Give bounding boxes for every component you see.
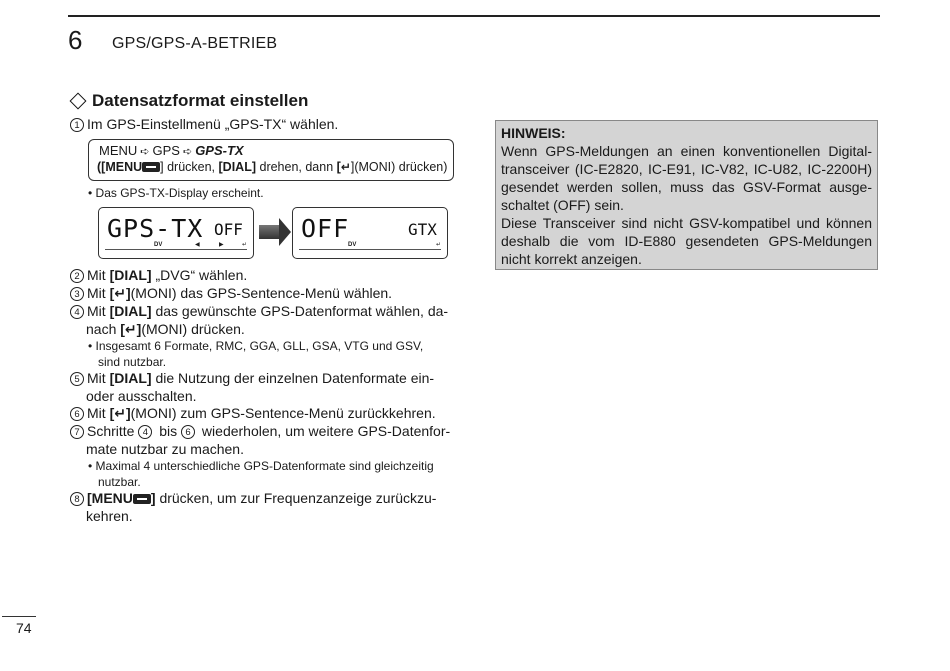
lcd-right-text: OFF bbox=[214, 220, 243, 239]
step-6 bbox=[70, 405, 456, 423]
key-icon bbox=[142, 162, 160, 172]
instruction-text: ](MONI) drücken) bbox=[350, 160, 448, 174]
step-ref-number: 4 bbox=[138, 425, 152, 439]
step-text: bis bbox=[155, 423, 182, 439]
step-text: Schritte bbox=[87, 423, 139, 439]
step-7 bbox=[70, 423, 456, 458]
enter-key-label: [↵] bbox=[109, 285, 131, 301]
instruction-text: drehen, dann bbox=[256, 160, 337, 174]
bracket: ] bbox=[150, 490, 156, 506]
step-text: Im GPS-Einstellmenü „GPS-TX“ wählen. bbox=[87, 116, 339, 132]
menu-path bbox=[99, 143, 244, 158]
arrow-right-icon: ➪ bbox=[140, 146, 150, 158]
menu-key-label: [MENU bbox=[87, 490, 133, 506]
hinweis-heading: HINWEIS: bbox=[501, 125, 566, 141]
page-number: 74 bbox=[16, 620, 32, 636]
lcd-display-gps-tx bbox=[98, 207, 254, 259]
note-1: • Das GPS-TX-Display erscheint. bbox=[88, 186, 264, 200]
enter-icon: ↵ bbox=[242, 242, 248, 248]
dial-key-label: [DIAL] bbox=[109, 370, 152, 386]
step-3 bbox=[70, 285, 456, 303]
step-text: drücken, um zur Frequenzanzeige zurückzu- bbox=[155, 490, 437, 506]
lcd-rule bbox=[299, 249, 441, 250]
dial-key-label: [DIAL] bbox=[109, 267, 152, 283]
step-continuation: kehren. bbox=[86, 507, 133, 524]
step-text: Mit bbox=[87, 267, 110, 283]
menu-path-item: GPS-TX bbox=[195, 143, 244, 158]
arrow-right-icon bbox=[259, 225, 279, 239]
step-text: Mit bbox=[87, 405, 110, 421]
step-number: 4 bbox=[70, 305, 84, 319]
step-number: 8 bbox=[70, 492, 84, 506]
menu-path-box bbox=[88, 139, 454, 181]
enter-key-label: [↵] bbox=[120, 320, 142, 337]
lcd-rule bbox=[105, 249, 247, 250]
dv-indicator: DV bbox=[348, 242, 357, 248]
hinweis-box bbox=[495, 120, 878, 270]
step-text: Mit bbox=[87, 303, 110, 319]
step-text: (MONI) zum GPS-Sentence-Menü zurückkehren. bbox=[130, 405, 436, 421]
hinweis-paragraph-2: Diese Transceiver sind nicht GSV-kompatibel und können deshalb die vom ID-E880 gesendeten GPS-Meldungen nicht korrekt anzeigen. bbox=[501, 215, 872, 267]
step-continuation: oder ausschalten. bbox=[86, 387, 197, 404]
step-number: 1 bbox=[70, 118, 84, 132]
footer-rule bbox=[2, 616, 36, 617]
step-number: 7 bbox=[70, 425, 84, 439]
menu-path-item: MENU bbox=[99, 143, 138, 158]
step-continuation: mate nutzbar zu machen. bbox=[86, 440, 244, 457]
lcd-main-text: OFF bbox=[301, 214, 350, 243]
enter-icon: ↵ bbox=[340, 160, 351, 174]
step-5 bbox=[70, 370, 456, 405]
lcd-right-text: GTX bbox=[408, 220, 437, 239]
step-ref-number: 6 bbox=[181, 425, 195, 439]
menu-key-label: ([MENU bbox=[97, 160, 143, 174]
step-text: (MONI) drücken. bbox=[141, 320, 245, 337]
note-7 bbox=[88, 458, 456, 490]
step-2 bbox=[70, 267, 456, 285]
lcd-display-off bbox=[292, 207, 448, 259]
step-text: „DVG“ wählen. bbox=[151, 267, 248, 283]
note-text: • Maximal 4 unterschiedliche GPS-Datenformate sind gleichzeitig bbox=[88, 459, 434, 473]
menu-path-item: GPS bbox=[152, 143, 180, 158]
dial-key-label: [DIAL] bbox=[218, 160, 257, 174]
bracket: [ bbox=[336, 160, 341, 174]
chapter-number: 6 bbox=[68, 25, 83, 55]
step-text: Mit bbox=[87, 370, 110, 386]
menu-instruction bbox=[97, 160, 447, 174]
step-text: Mit bbox=[87, 285, 110, 301]
step-text: (MONI) das GPS-Sentence-Menü wählen. bbox=[130, 285, 393, 301]
note-text: nutzbar. bbox=[98, 475, 141, 489]
triangle-right-icon: ▶ bbox=[219, 242, 224, 248]
section-title bbox=[70, 91, 308, 111]
step-text: wiederholen, um weitere GPS-Datenfor- bbox=[198, 423, 451, 439]
chapter-title: GPS/GPS-A-BETRIEB bbox=[112, 35, 278, 52]
step-number: 5 bbox=[70, 372, 84, 386]
step-number: 6 bbox=[70, 407, 84, 421]
header-rule bbox=[68, 15, 880, 17]
key-icon bbox=[133, 494, 151, 504]
dv-indicator: DV bbox=[154, 242, 163, 248]
lcd-main-text: GPS-TX bbox=[107, 214, 204, 243]
step-1 bbox=[70, 116, 456, 134]
section-title-text: Datensatzformat einstellen bbox=[92, 91, 309, 110]
enter-icon: ↵ bbox=[436, 242, 442, 248]
note-text: • Insgesamt 6 Formate, RMC, GGA, GLL, GSA, VTG und GSV, bbox=[88, 339, 424, 353]
instruction-text: ] drücken, bbox=[160, 160, 219, 174]
triangle-left-icon: ◀ bbox=[195, 242, 200, 248]
diamond-icon bbox=[70, 92, 87, 109]
arrow-right-icon: ➪ bbox=[182, 146, 193, 158]
hinweis-paragraph-1: Wenn GPS-Meldungen an einen konventionellen Digital-transceiver (IC-E2820, IC-E91, IC-V82, IC-U82, IC-2200H) gesendet werden sollen, muss das GSV-Format ausge-schaltet (OFF) sein. bbox=[501, 143, 872, 213]
enter-key-label: [↵] bbox=[109, 405, 131, 421]
step-8 bbox=[70, 490, 456, 525]
step-number: 2 bbox=[70, 269, 84, 283]
step-text: das gewünschte GPS-Datenformat wählen, da- bbox=[151, 303, 449, 319]
step-text: die Nutzung der einzelnen Datenformate ein- bbox=[151, 370, 435, 386]
step-number: 3 bbox=[70, 287, 84, 301]
note-text: sind nutzbar. bbox=[98, 355, 167, 369]
step-continuation bbox=[70, 321, 456, 339]
note-4 bbox=[88, 338, 456, 370]
step-text: nach bbox=[86, 320, 121, 337]
dial-key-label: [DIAL] bbox=[109, 303, 152, 319]
step-4 bbox=[70, 303, 456, 338]
